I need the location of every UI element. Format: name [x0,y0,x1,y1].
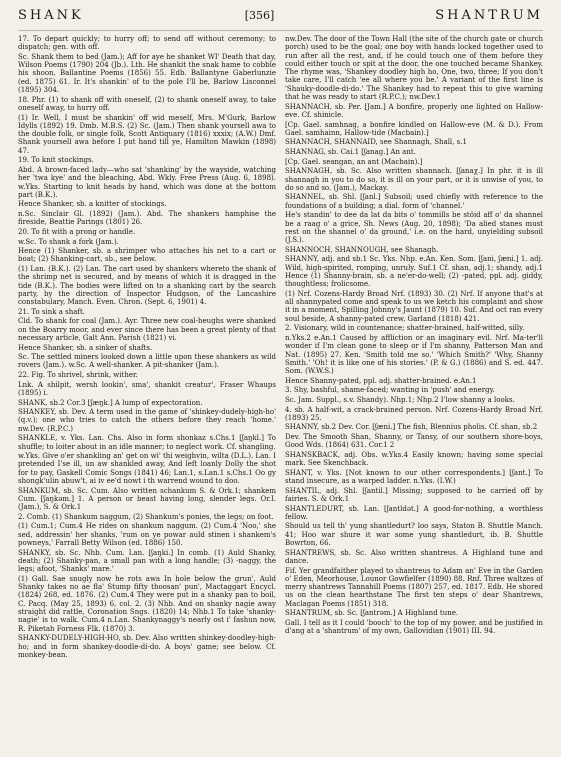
entry-paragraph: SHANNACH, SHANNAID, see Shannagh, Shall, s.1 [285,138,467,147]
entry-paragraph: n.Yks.2 e.An.1 Caused by affliction or an imaginary evil. Nrf. Ma-ter'll wonder if I'm clean gone to sleep or if I'm shanny, Patterson Man and Nat. (1895) 27. Ken. 'Smith told me so.' 'Which Smith?' 'Why, Shanny Smith.' 'Oh! it is like one of his stories.' (P. & G.) (1886) and S. ed. 447. Som. (W.W.S.) [285,333,543,376]
entry-paragraph: SHANSKBACK, adj. Obs. w.Yks.4 Easily known; having some special mark. See Skenchback. [285,450,543,468]
entry-paragraph: 4. sb. A half-wit, a crack-brained person. Nrf. Cozens-Hardy Broad Nrf. (1893) 25. [285,405,543,422]
entry-paragraph: (1) Cum.1; Cum.4 He rides on shankum naggum. (2) Cum.4 'Noo,' she sed, addressin' her shanks, 'rum on ye powar auld stinen i shankem's powneys,' Farrall Betty Wilson (ed. 1886) 150. [18,522,276,548]
entry-paragraph: 3. Shy, bashful, shame-faced; wanting in 'push' and energy. [285,386,495,395]
entry-paragraph: Fif. Yer grandfaither played to shantreus to Adam an' Eve in the Garden o' Eden, Meorhouse, Lounor Gowfielfer (1890) 88. Rnf. Three waltzes of merry shantrews Tannahill Poems (1807) 257, ed. 1817. Edb. He shored us on the clean hearthstane The first ten steps o' dear Shantrews, Maclagan Poems (1851) 318. [285,566,543,608]
entry-paragraph: 22. Fig. To shrivel, shrink, wither. [18,371,138,380]
entry-paragraph: SHANNY, adj. and sb.1 Sc. Yks. Nhp. e.An. Ken. Som. [ʃani, ʃæni.] 1. adj. Wild, high-spirited, romping, unruly. Suf.1 Cf. shan, adj.1; shandy, adj.1 Hence (1) Shanny-brain, sb. a ne'er-do-well; (2) -pated, ppl. adj. giddy, thoughtless; frolicsome. [285,255,543,289]
entry-paragraph: SHANKUM, sb. Sc. Cum. Also written schankum S. & Ork.1; shankem Cum. [ʃaŋkəm.] 1. A person or beast having long, slender legs. Or.I. (Jam.), S. & Ork.1 [18,486,276,512]
entry-paragraph: Abd. A brown-faced lady—who sat 'shanking' by the wayside, watching her 'twa kye' and the bleaching, Abd. Wkly. Free Press (Aug. 6, 1898). w.Yks. Starting to knit heads by hand, which was done at the bottom part (B.K.). [18,165,276,199]
entry-paragraph: Sc. Shank them to bed (Jam.); Aff for aye he shanket WI' Death that day, Wilson Poems (1790) 204 (Jb.). Lth. He shankit the snak hame to cobble his shoon, Ballantine Poems (1856) 55. Edb. Ballantyne Gaberlunzie (ed. 1875) 61. Ir. It's shankin' of to the pole I'll be, Barlow Lisconnel (1895) 304. [18,52,276,95]
entry-paragraph: 2. Visionary, wild in countenance; shatter-brained, half-witted, silly. [285,324,525,333]
entry-paragraph: SHANT, v. Yks. [Not known to our other correspondents.] [ʃant.] To stand insecure, as a warped ladder. n.Yks. (I.W.) [285,468,543,486]
entry-paragraph: SHANTIL, adj. Shl. [ʃantil.] Missing; supposed to be carried off by fairies. S. & Ork.1 [285,486,543,503]
entry-paragraph: Sc. Jam. Suppl., s.v. Shandy). Nhp.1; Nhp.2 I'low shanny a looks. [285,395,515,404]
entry-paragraph: SHANNAGH, sb. Sc. Also written shannach. [ʃanaχ.] In phr. it is ill shannagh in you to do so, it is ill on your part, or it is unwise of you, to do so and so. (Jam.), Mackay. [285,167,543,192]
entry-paragraph: SHANTREWS, sb. Sc. Also written shantreus. A Highland tune and dance. [285,548,543,565]
entry-paragraph: Sc. The settled miners looked down a little upon these shankers as wild rovers (Jam.). w.Sc. A well-shanker. A pit-shanker (Jam.). [18,353,276,370]
entry-paragraph: SHANNY, sb.2 Dev. Cor. [ʃæni.] The fish, Blennius pholis. Cf. shan, sb.2 [285,423,538,432]
entry-paragraph: [Cp. Gael. seangan, an ant (Macbain).] [285,157,423,166]
entry-paragraph: (1) Lan. (B.K.). (2) Lan. The cart used by shankers whereto the shank of the shrimp net is secured, and by means of which it is dragged in the tide (B.K.). The bodies were lifted on to a shanking cart by the search party, by the direction of Inspector Hudgson, of the Lancashire constabulary, Manch. Even. Chron. (Sept. 6, 1901) 4. [18,264,276,307]
entry-paragraph: SHANNEL, sb. Shl. [ʃanl.] Subsoil; used chiefly with reference to the foundations of a building; a dial. form of 'channel.' [285,193,543,210]
entry-paragraph: SHANNOCH, SHANNOUGH, see Shanagh. [285,245,439,254]
entry-paragraph: (1) Nrf. Cozens-Hardy Broad Nrf. (1893) 30. (2) Nrf. If anyone that's at all shannypated come and speak to us we ketch his complaint and show it in a moment, Spilling Johnny's Jaunt (1879) 10. Suf. And oct ran every soul beside, A shanny-pated crew, Garland (1818) 421. [285,289,543,323]
entry-paragraph: SHANTLEDURT, sb. Lan. [ʃantldət.] A good-for-nothing, a worthless fellow. [285,504,543,521]
entry-paragraph: SHANKY, sb. Sc. Nhb. Cum. Lan. [ʃaŋki.] In comb. (1) Auld Shanky, death; (2) Shanky-pan, a small pan with a long handle; (3) -naggy, the legs; afoot, 'Shanks' mare.' [18,548,276,574]
entry-paragraph: (1) Ir. Well, I must be shankin' off wid meself, Mrs. M'Gurk, Barlow Idylls (1892) 19. Dmb. M.B.S. (2) Sc. (Jam.) Then shank yoursell awa to the double folk, or single folk, Scott Antiquary (1816) xxxix; (A.W.) Dmf. Shank yoursell awa before I put hand till ye, Hamilton Mawkin (1898) 47. [18,113,276,155]
entry-paragraph: SHANKY-DUDELY-HIGH-HO, sb. Dev. Also written shinkey-doodley-high-ho; and in form shankey-doodle-di-do. A boys' game; see below. Cf. monkey-bean. [18,634,276,659]
entry-paragraph: SHANNACH, sb. Per. [Jam.] A bonfire, properly one lighted on Hallow-eve. Cf. shinicle. [285,102,543,119]
entry-paragraph: Hence Shanny-pated, ppl. adj. shatter-brained. e.An.1 [285,376,477,385]
entry-paragraph: n.Sc. Sinclair Gl. (1892) (Jam.). Abd. The shankers hamphise the fireside, Beattie Parings (1801) 26. [18,210,276,227]
entry-paragraph: Cld. To shank for coal (Jam.). Ayr. Three new coal-heughs were shanked on the Boarry moor, and ever since there has been a great plenty of that necessary article, Galt Ann. Parish (1821) vi. [18,317,276,342]
entry-paragraph: Dev. The Smooth Shan, Shanny, or Tansy, of our southern shore-boys, Good Wds. (1864) 631. Cor.1 2 [285,433,543,450]
entry-paragraph: Should us tell th' yung shantledurt? loo says, Staton B. Shuttle Manch. 41; Hoo war shure it war some yung shantledurt, ib. B. Shuttle Bowrton, 66. [285,522,543,548]
entry-paragraph: w.Yks. Give o'er shankling an' get on wi' thi weighvin, wilta (D.L.). Lan. I pretended I'se ill, un aw shankled away, And left loanly Dolly the shot for to pay, Gaskell Comic Songs (1841) 46; Lan.1, s.Lan.1 s.Chs.1 Oo gy shongk'ulin abuw't, ai iv ee'd nowt i th warrend wound to doo. [18,452,276,486]
entry-paragraph: 20. To fit with a prong or handle. [18,227,136,236]
entry-paragraph: Hence Shanker, sb. a sinker of shafts. [18,343,153,352]
entry-paragraph: 19. To knit stockings. [18,156,94,165]
entry-paragraph: [Cp. Gael. samhnag, a bonfire kindled on Hallow-eve (M. & D.). From Gael. samhainn, Hallow-tide (Macbain).] [285,120,543,137]
entry-paragraph: w.Sc. To shank a fork (Jam.). [18,237,119,246]
entry-paragraph: SHANK, sb.2 Cor.3 [ʃæŋk.] A lump of expectoration. [18,398,203,407]
entry-paragraph: 2. Comb. (1) Shankum naggum, (2) Shankum's ponies, the legs; on foot. [18,512,274,521]
two-column-body [18,35,543,660]
entry-paragraph: 17. To depart quickly; to hurry off; to send off without ceremony; to dispatch; gen. with off. [18,35,276,52]
entry-paragraph: Hence (1) Shanker, sb. a shrimper who attaches his net to a cart or boat; (2) Shanking-cart, sb., see below. [18,247,276,264]
entry-paragraph: Hence Shanker, sb. a knitter of stockings. [18,200,167,209]
entry-paragraph: SHANKLE, v. Yks. Lan. Chs. Also in form shonkaz s.Chs.1 [ʃaŋkl.] To shuffle; to loiter about in an idle manner; to neglect work. Cf. shangling. [18,434,276,451]
left-column [18,35,276,660]
entry-paragraph: Gall. I tell as it I could 'booch' to the top of my power, and be justified in d'ang at a 'shantrum' of my own, Gallovidian (1901) III. 94. [285,618,543,636]
entry-paragraph: SHANTRUM, sb. Sc. [ʃantrəm.] A Highland tune. [285,609,459,618]
entry-paragraph: Lnk. A shilpit, wersh lookin', sma', shankit creatur', Fraser Whaups (1895) i. [18,380,276,397]
page-header [18,8,543,31]
header-right-headword: SHANTRUM [435,8,543,23]
entry-paragraph: He's standin' to dee da lat da bits o' tommills be stöid aff o' da shannel be a raag o' a grice, Sh. News (Aug. 20, 1898); 'Da alied stanes must rest on the shannel o' da ground,' i.e. on the hard, unyielding subsoil (J.S.). [285,211,543,245]
header-left-headword: SHANK [18,8,84,23]
page-number: [356] [244,9,275,22]
entry-paragraph: nw.Dev. The door of the Town Hall (the site of the church gate or church porch) used to be the goal; one boy with hands locked together used to run after all the rest, and, if he could touch one of them before they could either touch or spit at the door, the one touched became Shankey. The rhyme was, 'Shankey doodley high ho, One, two, three; If you don't take care, I'll catch 'ee all where you be.' A variant of the first line is 'Shauky-doodle-di-do.' The Shankey had to repeat this to give warning that he was ready to start (R.P.C.); nw.Dev.1 [285,35,543,102]
entry-paragraph: SHANNAG, sb. Cai.1 [ʃanag.] An ant. [285,148,416,157]
entry-paragraph: 21. To sink a shaft. [18,307,86,316]
right-column [285,35,543,660]
entry-paragraph: SHANKEY, sb. Dev. A term used in the game of 'shinkey-dudely-high-ho' (q.v.); one who tries to catch the others before they reach 'home.' nw.Dev. (R.P.C.) [18,408,276,433]
entry-paragraph: 18. Phr. (1) to shank off with oneself, (2) to shank oneself away, to take oneself away, to hurry off. [18,95,276,112]
entry-paragraph: (1) Gall. Sae snugly now he rots awa In hole below the grun', Auld Shanky takes no ae fla' Stump fifty thoosan' pun', Mactaggart Encycl. (1824) 268, ed. 1876. (2) Cum.4 They were put in a shanky pan to boil, C. Pacq. (May 25, 1893) 6, col. 2. (3) Nhb. And on shanky nagie away straight did rattle, Coronation Sngs. (1820) 14; Nhb.1 To take 'shanky-nagie' is to walk. Cum.4 n.Lan. Shankynaggy's nearly ost i' fashun now, R. Piketah Forness Flk. (1870) 3. [18,574,276,633]
